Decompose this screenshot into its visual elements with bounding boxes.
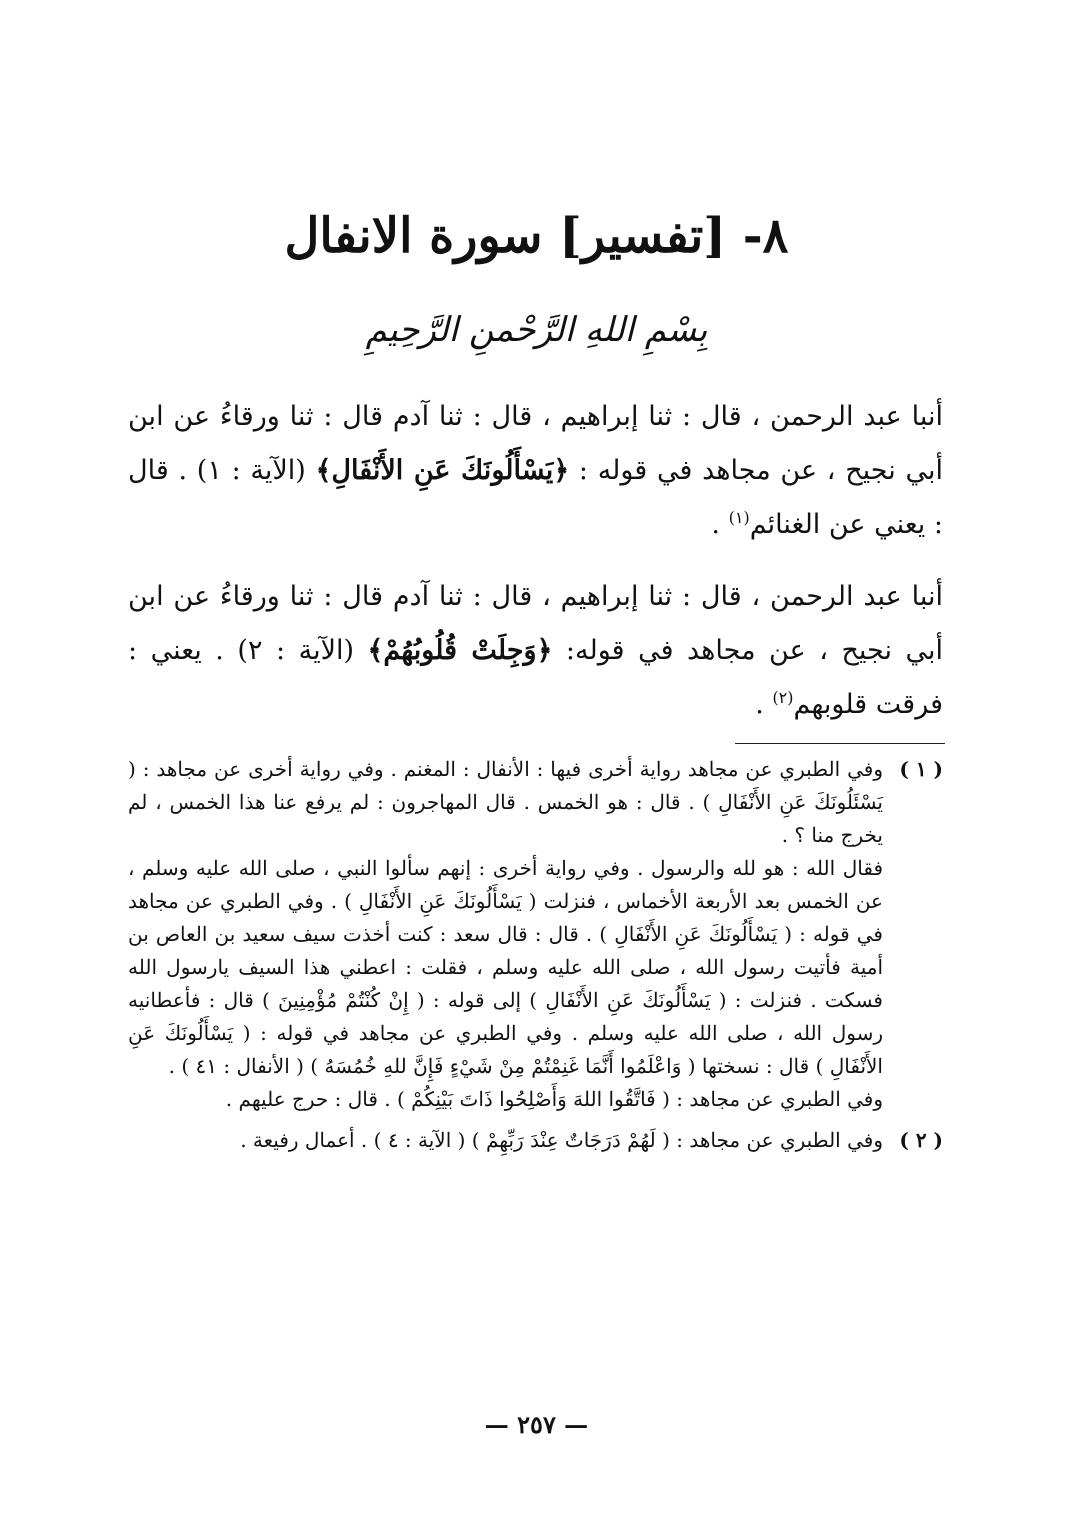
footnote-divider (735, 743, 945, 744)
footnote-2 (128, 1124, 943, 1157)
paragraph-2-end: . (755, 689, 773, 720)
footnote-body (128, 1124, 883, 1157)
chapter-title: ٨- [تفسير] سورة الانفال (284, 208, 789, 264)
paragraph-1-tail: (الآية : ١) . قال : يعني عن الغنائم (128, 455, 943, 540)
main-text (128, 390, 943, 750)
footnote-line: فقال الله : هو لله والرسول . وفي رواية أخرى : إنهم سألوا النبي ، صلى الله عليه وسلم ، عن الخمس بعد الأربعة الأخماس ، فنزلت ( يَسْأَلُونَكَ عَنِ الأَنْفَالِ ) . وفي الطبري عن مجاهد في قوله : ( يَسْأَلُونَكَ عَنِ الأَنْفَالِ ) . قال : قال سعد : كنت أخذت سيف سعيد بن العاص بن أمية فأتيت رسول الله ، صلى الله عليه وسلم ، فقلت : اعطني هذا السيف يارسول الله فسكت . فنزلت : ( يَسْأَلُونَكَ عَنِ الأَنْفَالِ ) إلى قوله : ( إِنْ كُنْتُمْ مُؤْمِنِينَ ) قال : فأعطانيه رسول الله ، صلى الله عليه وسلم . وفي الطبري عن مجاهد في قوله : ( يَسْأَلُونَكَ عَنِ الأَنْفَالِ ) قال : نسختها ( وَاعْلَمُوا أَنَّمَا غَنِمْتُمْ مِنْ شَيْءٍ فَإِنَّ للهِ خُمُسَهُ ) ( الأنفال : ٤١ ) . (128, 856, 883, 1078)
paragraph-2 (128, 570, 943, 732)
paragraph-1-quran: ﴿يَسْأَلُونَكَ عَنِ الأَنْفَالِ﴾ (315, 455, 570, 486)
footnote-1 (128, 753, 943, 1116)
footnote-line: وفي الطبري عن مجاهد : ( لَهُمْ دَرَجَاتٌ عِنْدَ رَبِّهِمْ ) ( الآية : ٤ ) . أعمال رفيعة . (240, 1128, 883, 1152)
footnote-number: ( ٢ ) (899, 1128, 943, 1152)
footnote-line: وفي الطبري عن مجاهد : ( فَاتَّقُوا اللهَ وَأَصْلِحُوا ذَاتَ بَيْنِكُمْ ) . قال : حرج عليهم . (225, 1087, 883, 1111)
footnote-line: وفي الطبري عن مجاهد رواية أخرى فيها : الأنفال : المغنم . وفي رواية أخرى عن مجاهد : ( يَسْئَلُونَكَ عَنِ الأَنْفَالِ ) . قال : هو الخمس . قال المهاجرون : لم يرفع عنا هذا الخمس ، لم يخرج منا ؟ . (128, 757, 883, 847)
basmala: بِسْمِ اللهِ الرَّحْمنِ الرَّحِيمِ (365, 310, 708, 350)
page-number: — ٢٥٧ — (484, 1410, 589, 1439)
paragraph-2-text: أنبا عبد الرحمن ، قال : ثنا إبراهيم ، قال : ثنا آدم قال : ثنا ورقاءُ عن ابن أبي نجيح ، عن مجاهد في قوله: (128, 581, 943, 666)
paragraph-1 (128, 390, 943, 552)
footnote-ref-2: (٢) (772, 688, 794, 707)
footnote-body (128, 753, 883, 1116)
paragraph-2-quran: ﴿وَجِلَتْ قُلُوبُهُمْ﴾ (367, 635, 553, 666)
paragraph-2-tail: (الآية : ٢) . يعني : فرقت قلوبهم (128, 635, 943, 720)
paragraph-1-end: . (711, 509, 729, 540)
footnote-number: ( ١ ) (899, 757, 943, 781)
paragraph-1-text: أنبا عبد الرحمن ، قال : ثنا إبراهيم ، قال : ثنا آدم قال : ثنا ورقاءُ عن ابن أبي نجيح ، عن مجاهد في قوله : (128, 401, 943, 486)
footnotes (128, 753, 943, 1165)
footnote-ref-1: (١) (728, 508, 750, 527)
